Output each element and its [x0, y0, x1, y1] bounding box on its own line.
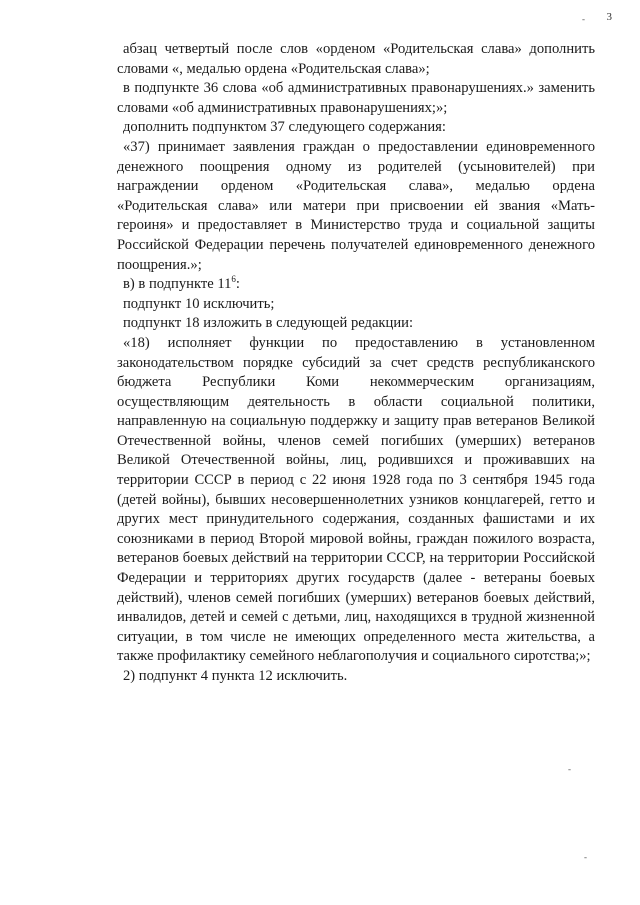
paragraph-subpoint-11-6: [117, 275, 595, 295]
paragraph-amend-abzac: абзац четвертый после слов «орденом «Родительская слава» дополнить словами «, медалью ордена «Родительская слава»;: [117, 41, 595, 77]
document-body: [117, 40, 595, 687]
paragraph-37-text: «37) принимает заявления граждан о предоставлении единовременного денежного поощрения одному из родителей (усыновителей) при награждении орденом «Родительская слава», медалью ордена «Родительская слава» или матери при присвоении ей звания «Мать-героиня» и предоставляет в Министерство труда и социальной защиты Российской Федерации перечень получателей единовременного денежного поощрения.»;: [117, 138, 595, 273]
paragraph-18-text: «18) исполняет функции по предоставлению в установленном законодательством порядке субсидий за счет средств республиканского бюджета Республики Коми некоммерческим организациям, осуществляющим деятельность в области социальной политики, направленную на социальную поддержку и защиту прав ветеранов Великой Отечественной войны, членов семей погибших (умерших) ветеранов Великой Отечественной войны, лиц, родившихся и проживавших на территории СССР в период с 22 июня 1928 года по 3 сентября 1945 года (детей войны), бывших несовершеннолетних узников концлагерей, гетто и других мест принудительного содержания, созданных фашистами и их союзниками в период Второй мировой войны, граждан пожилого возраста, ветеранов боевых действий на территории СССР, на территории Российской Федерации и территориях других государств (далее - ветераны боевых действий), членов семей погибших (умерших) ветеранов боевых действий, инвалидов, детей и семей с детьми, лиц, находящихся в трудной жизненной ситуации, в том числе не имеющих определенного места жительства, а также профилактику семейного неблагополучия и социального сиротства;»;: [117, 334, 595, 665]
page-number: 3: [606, 11, 612, 23]
paragraph-exclude-10: подпункт 10 исключить;: [123, 295, 275, 312]
subpoint-11-colon: :: [235, 276, 240, 293]
paragraph-add-37: дополнить подпунктом 37 следующего содержания:: [123, 119, 446, 136]
scan-mark: -: [568, 764, 571, 774]
subpoint-11-text: в) в подпункте 11: [123, 276, 232, 293]
paragraph-restate-18: подпункт 18 изложить в следующей редакции:: [123, 315, 414, 332]
scan-mark: -: [582, 14, 585, 24]
subpoint-11-superscript: 6: [231, 274, 236, 285]
paragraph-exclude-4-12: 2) подпункт 4 пункта 12 исключить.: [123, 668, 348, 684]
paragraph-amend-36: в подпункте 36 слова «об административных правонарушениях.» заменить словами «об административных правонарушениях;»;: [117, 80, 595, 116]
scan-mark: -: [584, 852, 587, 862]
